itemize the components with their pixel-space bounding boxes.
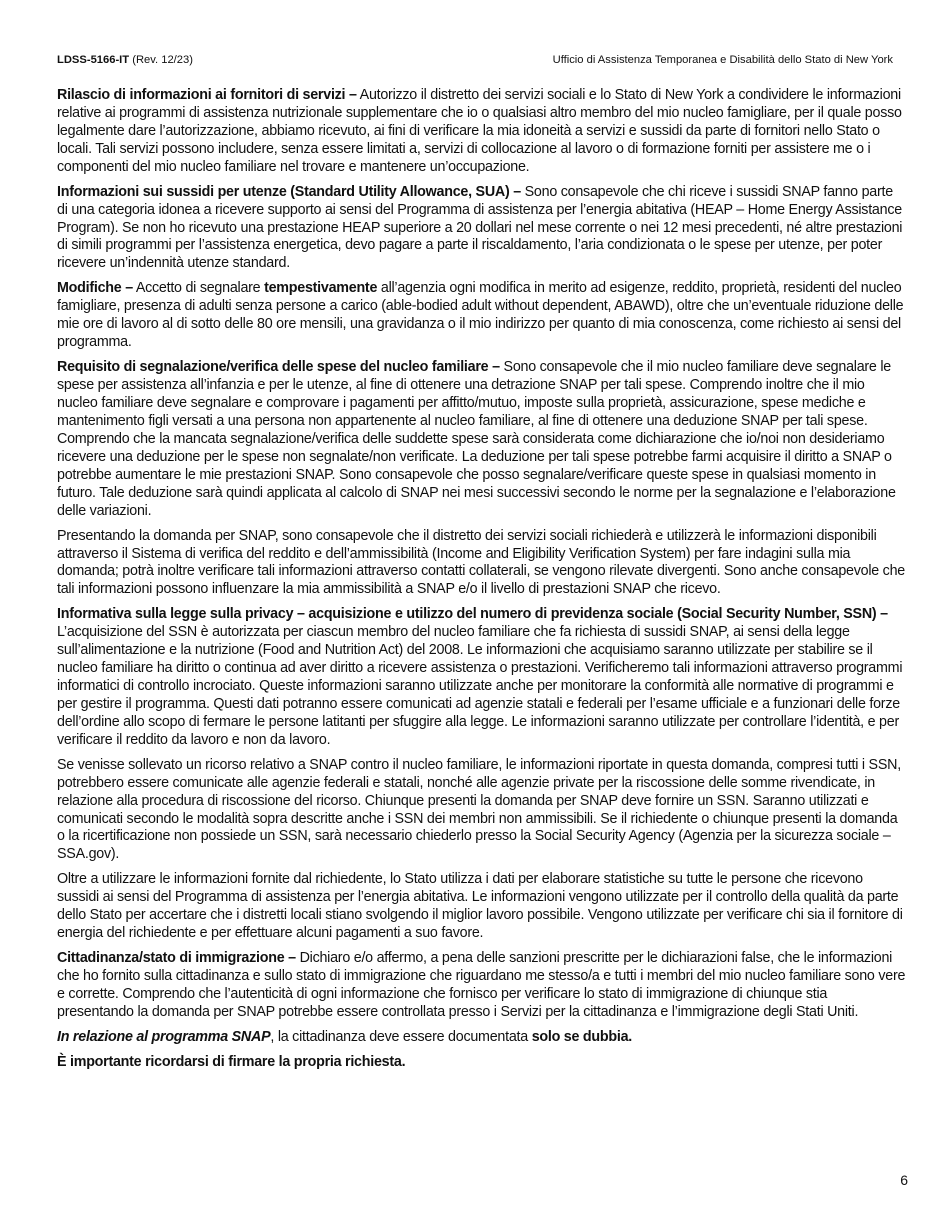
release-section bbox=[57, 87, 907, 177]
sign-reminder-text: È importante ricordarsi di firmare la propria richiesta. bbox=[57, 1054, 406, 1071]
form-identifier bbox=[57, 54, 193, 66]
income-verification-paragraph: Presentando la domanda per SNAP, sono consapevole che il distretto dei servizi sociali richiederà e utilizzerà le informazioni disponibili attraverso il Sistema di verifica del reddito e dell’ammissibilità (Income and Eligibility Verification System) per fare indagini sulla mia domanda; potrà inoltre verificare tali informazioni attraverso contatti collaterali, se vengono rilevate divergenti. Sono anche consapevole che tali informazioni possono influenzare la mia ammissibilità a SNAP e/o il livello di prestazioni SNAP che ricevo. bbox=[57, 527, 905, 598]
citizenship-section bbox=[57, 950, 907, 1022]
citizenship-title: Cittadinanza/stato di immigrazione – bbox=[57, 950, 296, 967]
snap-citizenship-note bbox=[57, 1029, 907, 1047]
snap-note-mid: , la cittadinanza deve essere documentata bbox=[270, 1029, 532, 1046]
appeal-paragraph: Se venisse sollevato un ricorso relativo a SNAP contro il nucleo familiare, le informazioni riportate in questa domanda, compresi tutti i SSN, potrebbero essere comunicate alle agenzie federali e statali, nonché alle agenzie private per la riscossione delle somme rivendicate, in relazione alla procedura di riscossione del ricorso. Chiunque presenti la domanda per SNAP deve fornire un SSN. Saranno utilizzati e comunicati secondo le modalità sopra descritte anche i SSN dei membri non ammissibili. Se il richiedente o chiunque presenti la domanda o la ricertificazione non possiede un SSN, sarà necessario chiederlo presso la Social Security Agency (Agenzia per la sicurezza sociale – SSA.gov). bbox=[57, 756, 901, 863]
form-id: LDSS-5166-IT bbox=[57, 54, 130, 66]
document-body bbox=[57, 87, 907, 1079]
page-number: 6 bbox=[900, 1172, 908, 1188]
expenses-title: Requisito di segnalazione/verifica delle spese del nucleo familiare – bbox=[57, 359, 500, 376]
release-body: Autorizzo il distretto dei servizi sociali e lo Stato di New York a condividere le informazioni relative ai programmi di assistenza nutrizionale supplementare che io o qualsiasi altro membro del mio nucleo famigliare, per il quale posso legalmente dare l’autorizzazione, abbiamo ricevuto, ai fini di verificare la mia idoneità a servizi e sussidi da parte di fornitori nello Stato o locali. Tali servizi possono includere, senza essere limitati a, servizi di collocazione al lavoro o di formazione forniti per assistere me o i componenti del mio nucleo familiare nel trovare e mantenere un’occupazione. bbox=[57, 87, 902, 175]
changes-body-a: Accetto di segnalare bbox=[132, 280, 265, 297]
sua-section bbox=[57, 184, 907, 274]
privacy-section bbox=[57, 606, 907, 749]
form-revision: (Rev. 12/23) bbox=[129, 54, 193, 66]
snap-note-lead: In relazione al programma SNAP bbox=[57, 1029, 271, 1046]
agency-name: Ufficio di Assistenza Temporanea e Disabilità dello Stato di New York bbox=[552, 54, 893, 66]
sua-body: Sono consapevole che chi riceve i sussidi SNAP fanno parte di una categoria idonea a ricevere supporto ai sensi del Programma di assistenza per l’energia abitativa (HEAP – Home Energy Assistance Program). Se non ho ricevuto una prestazione HEAP superiore a 20 dollari nel mese corrente o nei 12 mesi precedenti, né altre prestazioni di simili programmi per l’assistenza energetica, devo pagare a parte il riscaldamento, l’aria condizionata o le spese per utenze, per poter ricevere un’indennità utenze standard. bbox=[57, 183, 903, 272]
page-header bbox=[57, 54, 893, 70]
release-title: Rilascio di informazioni ai fornitori di servizi – bbox=[57, 87, 357, 103]
changes-section bbox=[57, 280, 907, 352]
changes-title: Modifiche – bbox=[57, 280, 133, 297]
citizenship-body: Dichiaro e/o affermo, a pena delle sanzioni prescritte per le dichiarazioni false, che le informazioni che ho fornito sulla cittadinanza e sullo stato di immigrazione che riguardano me stesso/a e tutti i membri del mio nucleo familiare sono vere e corrette. Comprendo che l’autenticità di ogni informazione che fornisco per verificare lo stato di immigrazione di chiunque stia presentando la domanda per SNAP potrebbe essere controllata presso i Servizi per la cittadinanza e l’immigrazione degli Stati Uniti. bbox=[57, 950, 906, 1020]
expenses-body: Sono consapevole che il mio nucleo familiare deve segnalare le spese per assistenza all’infanzia e per le utenze, al fine di ottenere una detrazione SNAP per tali spese. Comprendo inoltre che il mio nucleo familiare deve segnalare e comprovare i pagamenti per affitto/mutuo, imposte sulla proprietà, assicurazione, spese mediche e mantenimento figli versati a una persona non appartenente al nucleo familiare, al fine di ottenere una deduzione SNAP per tali spese. Comprendo che la mancata segnalazione/verifica delle suddette spese sarà considerata come dichiarazione che io/noi non desideriamo ricevere una deduzione per le spese non segnalate/non verificate. La deduzione per tali spese potrebbe farmi acquisire il diritto a SNAP o potrebbe aumentare le mie prestazioni SNAP. Sono consapevole che posso segnalare/verificare queste spese in qualsiasi momento in futuro. Tale deduzione sarà quindi applicata al calcolo di SNAP nei mesi successivi secondo le norme per la segnalazione e l’elaborazione delle variazioni. bbox=[57, 359, 896, 519]
sign-reminder bbox=[57, 1054, 907, 1072]
privacy-title: Informativa sulla legge sulla privacy – acquisizione e utilizzo del numero di previdenza sociale (Social Security Number, SSN) – bbox=[57, 606, 888, 623]
snap-note-tail: solo se dubbia. bbox=[531, 1029, 633, 1046]
expenses-section bbox=[57, 359, 907, 520]
privacy-body: L’acquisizione del SSN è autorizzata per ciascun membro del nucleo familiare che fa richiesta di sussidi SNAP, ai sensi della legge sull’alimentazione e la nutrizione (Food and Nutrition Act) del 2008. Le informazioni che acquisiamo saranno utilizzate per stabilire se il nucleo familiare ha diritto o continua ad aver diritto a ricevere assistenza o prestazioni. Verificheremo tali informazioni attraverso programmi informatici di controllo incrociato. Queste informazioni saranno utilizzate anche per monitorare la conformità alle normative di programmi e per gestire il programma. Questi dati potranno essere comunicati ad agenzie statali e federali per l’esame ufficiale e a funzionari delle forze dell’ordine allo scopo di fermare le persone latitanti per sfuggire alla legge. Le informazioni saranno utilizzate per controllare l’identità, e per verificare il reddito da lavoro e non da lavoro. bbox=[57, 624, 903, 748]
statistics-paragraph: Oltre a utilizzare le informazioni fornite dal richiedente, lo Stato utilizza i dati per elaborare statistiche su tutte le persone che ricevono sussidi ai sensi del Programma di assistenza per l’energia abitativa. Le informazioni vengono utilizzate per il controllo della qualità da parte dello Stato per accertare che i distretti locali stiano svolgendo il miglior lavoro possibile. Vengono utilizzate per verificare chi sia il fornitore di energia del richiedente e per effettuare alcuni pagamenti a suo favore. bbox=[57, 871, 903, 942]
changes-body-b: all’agenzia ogni modifica in merito ad esigenze, reddito, proprietà, residenti del nucleo famigliare, presenza di adulti senza persone a carico (able-bodied adult without dependent, ABAWD), oltre che un’eventuale riduzione delle mie ore di lavoro al di sotto delle 80 ore mensili, una gravidanza o il mio indirizzo per quanto di mia conoscenza, come richiesto ai sensi del programma. bbox=[57, 280, 904, 351]
changes-emphasis: tempestivamente bbox=[264, 280, 378, 297]
sua-title: Informazioni sui sussidi per utenze (Standard Utility Allowance, SUA) – bbox=[57, 183, 521, 200]
